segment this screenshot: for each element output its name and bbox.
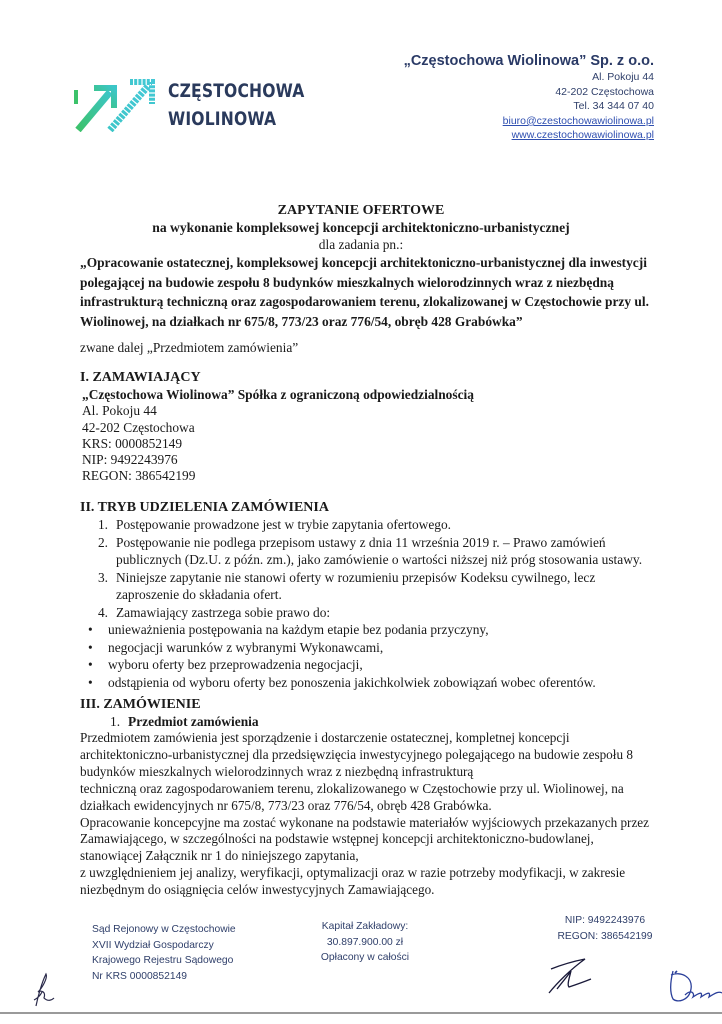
footer-line: Nr KRS 0000852149: [92, 970, 188, 982]
task-title-line: „Opracowanie ostatecznej, kompleksowej koncepcji architektoniczno-urbanistycznej dla inwestycji: [80, 255, 647, 270]
list-text: Zamawiający zastrzega sobie prawo do:: [116, 604, 331, 620]
list-text: [116, 569, 595, 604]
section-3-heading: III. ZAMÓWIENIE: [80, 697, 201, 712]
header-website-link[interactable]: www.czestochowawiolinowa.pl: [511, 129, 654, 142]
section-3-body: [80, 730, 649, 899]
initials-signature-left: [28, 970, 58, 1010]
section-2-heading: II. TRYB UDZIELENIA ZAMÓWIENIA: [80, 500, 329, 515]
list-number: 4.: [97, 604, 108, 620]
bullet-icon: •: [88, 657, 93, 672]
body-line: architektoniczno-urbanistycznej dla przedsięwzięcia inwestycyjnego polegającego na budowie zespołu 8: [80, 746, 633, 762]
subheading-number: 1.: [110, 714, 121, 729]
body-line: Zamawiającego, w szczególności na podstawie wstępnej koncepcji architektoniczno-budowlanej,: [80, 831, 594, 847]
footer-line: Opłacony w całości: [320, 952, 410, 964]
orderer-name: „Częstochowa Wiolinowa” Spółka z ograniczoną odpowiedzialnością: [82, 387, 474, 402]
orderer-regon: REGON: 386542199: [82, 468, 196, 484]
list-text: [116, 534, 642, 569]
logo-text-line1: CZĘSTOCHOWA: [168, 80, 305, 102]
body-line: stanowiącej Załącznik nr 1 do niniejszego zapytania,: [80, 848, 359, 864]
body-line: z uwzględnieniem jej analizy, weryfikacji, optymalizacji oraz w razie potrzeby modyfikacji, w zakresie: [80, 865, 626, 881]
footer-line: Sąd Rejonowy w Częstochowie: [92, 924, 236, 935]
body-line: niezbędnym do osiągnięcia celów inwestycyjnych Zamawiającego.: [80, 882, 435, 898]
list-text-line: publicznych (Dz.U. z późn. zm.), jako zamówienie o wartości niższej niż próg stosowania ustawy.: [116, 552, 643, 567]
body-line: Opracowanie koncepcyjne ma zostać wykonane na podstawie materiałów wyjściowych przekazanych przez: [80, 814, 650, 830]
list-number: 1.: [97, 517, 108, 532]
orderer-city: 42-202 Częstochowa: [82, 419, 195, 435]
bullet-item: [84, 674, 684, 692]
footer-line: Kapitał Zakładowy:: [321, 921, 409, 932]
list-text-line: zaproszenie do składania ofert.: [116, 587, 282, 602]
task-title-line: infrastrukturą techniczną oraz zagospodarowaniem terenu, zlokalizowanej w Częstochowie przy ul.: [80, 294, 649, 309]
signature-right: [665, 965, 722, 1005]
list-item: [84, 569, 684, 604]
header-contact-block: [503, 70, 654, 143]
footer-line: XVII Wydział Gospodarczy: [92, 939, 214, 951]
list-item: [84, 516, 684, 534]
footer-capital-info: [290, 919, 440, 966]
list-item: [84, 534, 684, 569]
bullet-text: unieważnienia postępowania na każdym etapie bez podania przyczyny,: [108, 622, 489, 637]
bullet-item: [84, 639, 684, 657]
orderer-krs: KRS: 0000852149: [82, 435, 183, 451]
body-line: budynków mieszkalnych wielorodzinnych wraz z niezbędną infrastrukturą: [80, 763, 474, 779]
header-company-name: „Częstochowa Wiolinowa” Sp. z o.o.: [403, 53, 654, 69]
footer-line: 30.897.900.00 zł: [326, 936, 404, 948]
hereinafter-text: zwane dalej „Przedmiotem zamówienia”: [80, 340, 299, 355]
header-email-link[interactable]: biuro@czestochowawiolinowa.pl: [502, 114, 654, 127]
footer-line: NIP: 9492243976: [564, 915, 646, 926]
body-line: działkach ewidencyjnych nr 675/8, 773/23 oraz 776/54, obręb 428 Grabówka.: [80, 797, 492, 813]
section-1-heading: I. ZAMAWIAJĄCY: [80, 370, 201, 385]
task-title-line: Wiolinowej, na działkach nr 675/8, 773/23 oraz 776/54, obręb 428 Grabówka”: [80, 313, 523, 329]
footer-ids: [540, 913, 670, 944]
body-line: Przedmiotem zamówienia jest sporządzenie i dostarczenie ostatecznej, kompletnej koncepcji: [80, 730, 570, 745]
list-item: [84, 604, 684, 622]
logo-text-line2: WIOLINOWA: [168, 108, 277, 130]
document-title: ZAPYTANIE OFERTOWE: [277, 203, 445, 218]
header-city: 42-202 Częstochowa: [555, 85, 654, 98]
orderer-street: Al. Pokoju 44: [82, 403, 157, 419]
section-2-list: [84, 516, 684, 691]
bullet-item: [84, 656, 684, 674]
orderer-nip: NIP: 9492243976: [82, 452, 178, 468]
footer-line: REGON: 386542199: [557, 930, 653, 942]
bullet-text: negocjacji warunków z wybranymi Wykonawcami,: [108, 639, 384, 655]
list-number: 3.: [97, 569, 108, 585]
bullet-icon: •: [88, 674, 93, 690]
bullet-item: [84, 621, 684, 639]
bullet-text: odstąpienia od wyboru oferty bez ponoszenia jakichkolwiek zobowiązań wobec oferentów.: [108, 674, 596, 690]
document-subtitle: na wykonanie kompleksowej koncepcji architektoniczno-urbanistycznej: [152, 220, 570, 235]
bullet-icon: •: [88, 639, 93, 655]
list-text-line: Postępowanie nie podlega przepisom ustawy z dnia 11 września 2019 r. – Prawo zamówień: [116, 534, 606, 550]
list-text: Postępowanie prowadzone jest w trybie zapytania ofertowego.: [116, 517, 452, 532]
header-street: Al. Pokoju 44: [592, 71, 654, 83]
logo-arrows-icon: [74, 76, 156, 132]
bottom-divider: [0, 1012, 722, 1014]
task-title-line: polegającej na budowie zespołu 8 budynków mieszkalnych wielorodzinnych wraz z niezbędną: [80, 274, 614, 290]
list-text-line: Niniejsze zapytanie nie stanowi oferty w rozumieniu przepisów Kodeksu cywilnego, lecz: [116, 569, 596, 585]
subheading-title: Przedmiot zamówienia: [128, 714, 259, 729]
body-line: techniczną oraz zagospodarowaniem terenu, zlokalizowanego w Częstochowie przy ul. Wiolinowej, na: [80, 780, 624, 796]
bullet-icon: •: [88, 622, 93, 637]
signature-middle: [545, 955, 595, 997]
bullet-text: wyboru oferty bez przeprowadzenia negocjacji,: [108, 657, 363, 672]
footer-line: Krajowego Rejestru Sądowego: [92, 955, 234, 967]
task-title: [80, 253, 670, 331]
list-number: 2.: [97, 534, 108, 550]
footer-court-info: [92, 922, 236, 984]
section-1-body: [82, 387, 474, 485]
section-3-subheading: [110, 714, 259, 730]
header-phone: Tel. 34 344 07 40: [573, 100, 654, 113]
for-task-label: dla zadania pn.:: [318, 237, 404, 252]
